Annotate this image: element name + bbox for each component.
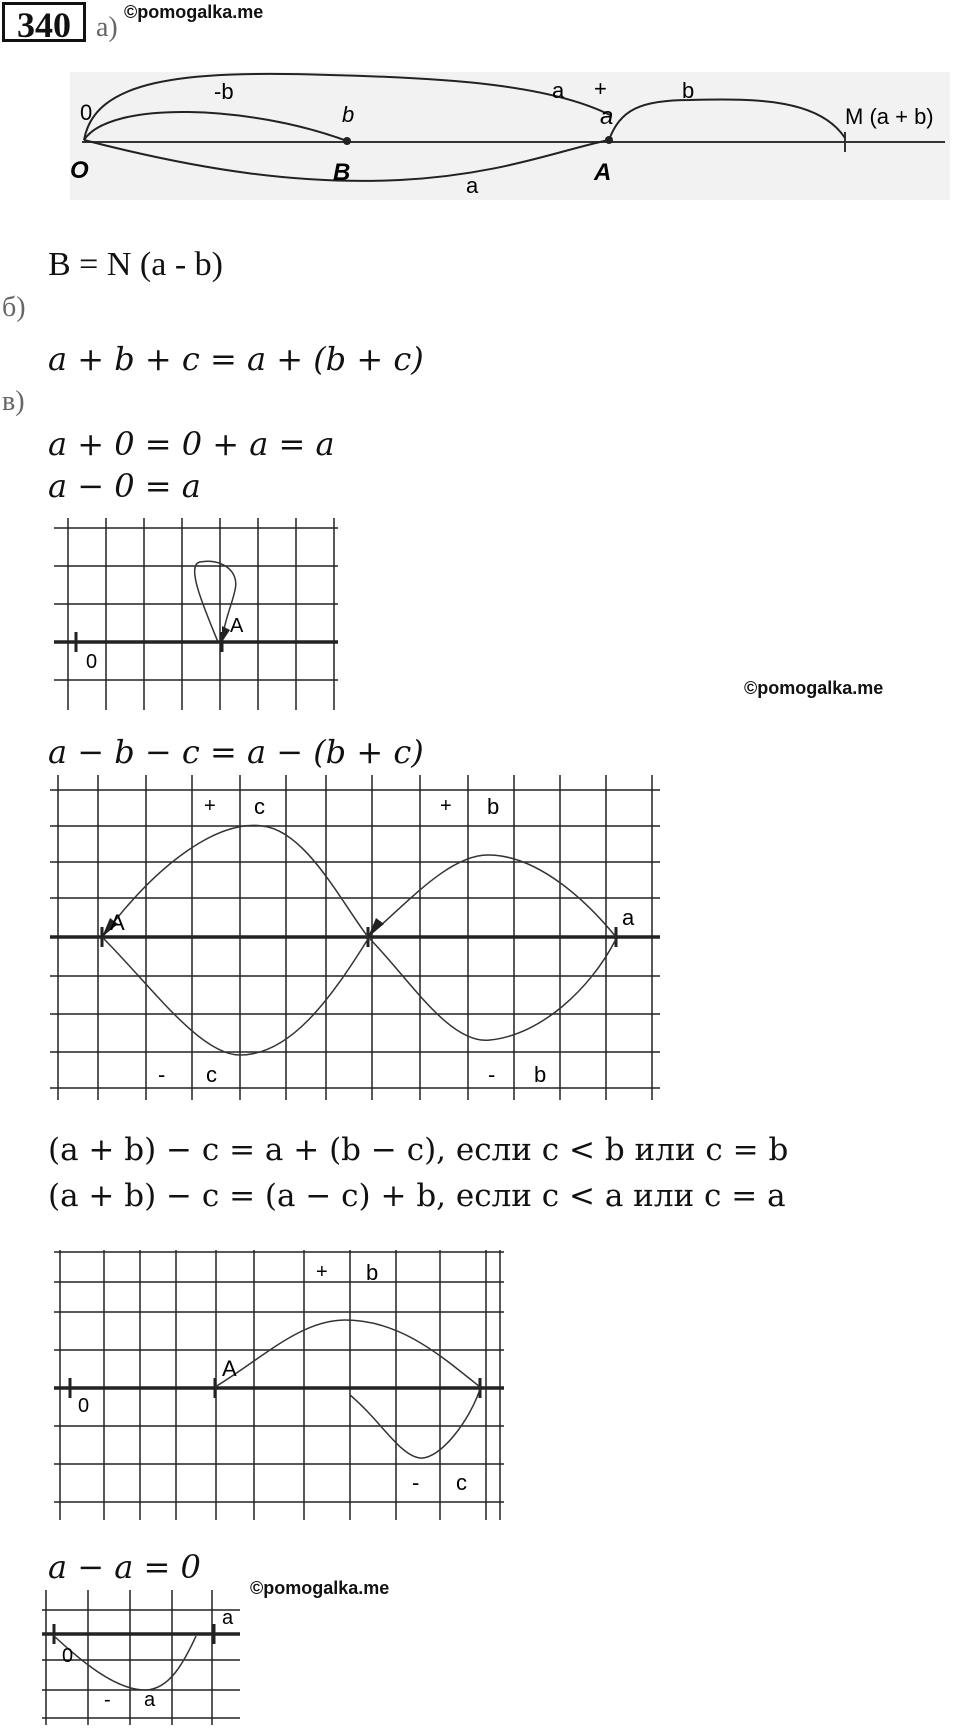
- label-point-A: A: [594, 159, 612, 186]
- rule-2: (a + b) − c = (a − c) + b, если c < a или c = a: [48, 1178, 786, 1214]
- grid-2-b-top: b: [487, 794, 500, 819]
- problem-number: 340: [2, 2, 86, 42]
- equation-self-sub: a − a = 0: [48, 1548, 201, 1586]
- grid-2-minus-2: -: [488, 1062, 496, 1087]
- grid-2-a-label: a: [622, 905, 635, 930]
- watermark-bottom: ©pomogalka.me: [250, 1578, 390, 1598]
- grid-3-A-label: A: [222, 1356, 237, 1381]
- watermark-top: ©pomogalka.me: [124, 2, 264, 22]
- grid-1-A-label: A: [230, 615, 244, 637]
- grid-4-a-label: a: [222, 1607, 234, 1629]
- grid-4-a-bottom: a: [144, 1689, 156, 1711]
- label-origin-zero: 0: [80, 100, 93, 125]
- grid-1-zero-label: 0: [86, 651, 98, 673]
- label-point-B: B: [333, 159, 351, 186]
- equation-sub-sum: a − b − c = a − (b + c): [48, 733, 424, 771]
- grid-2-b-bottom: b: [534, 1062, 547, 1087]
- watermark-middle: ©pomogalka.me: [744, 678, 884, 698]
- grid-4-arc-minus-a: [54, 1636, 196, 1690]
- grid-3-b-label: b: [366, 1260, 379, 1285]
- grid-2-plus-2: +: [440, 795, 452, 817]
- equation-b-eq: B = N (a - b): [48, 246, 223, 283]
- label-a-top: a: [552, 78, 565, 103]
- label-plus: +: [594, 76, 607, 101]
- grid-2-c-bottom: c: [206, 1062, 217, 1087]
- grid-2-plus-1: +: [204, 795, 216, 817]
- grid-3-minus: -: [412, 1470, 420, 1495]
- label-minus-b: -b: [214, 79, 234, 104]
- label-b-right: b: [682, 78, 695, 103]
- grid-3-plus: +: [316, 1261, 328, 1283]
- part-v-label: в): [2, 386, 25, 417]
- grid-3-c-label: c: [456, 1470, 467, 1495]
- grid-4-zero-label: 0: [62, 1645, 74, 1667]
- part-a-label: а): [96, 12, 118, 43]
- label-a-bottom: a: [466, 173, 479, 198]
- grid-3-zero-label: 0: [78, 1395, 90, 1417]
- part-b-label: б): [2, 292, 26, 323]
- grid-2-A-label: A: [110, 910, 125, 935]
- label-b-top: b: [342, 102, 355, 127]
- rule-1: (a + b) − c = a + (b − c), если c < b или c = b: [48, 1132, 789, 1168]
- label-point-O: O: [70, 157, 89, 184]
- label-M: M (a + b): [845, 104, 934, 129]
- grid-4-minus: -: [104, 1689, 111, 1711]
- grid-2-c-top: c: [254, 794, 265, 819]
- label-a-italic: a: [600, 103, 614, 130]
- equation-associative: a + b + c = a + (b + c): [48, 340, 424, 378]
- equation-zero-sub: a − 0 = a: [48, 467, 201, 505]
- equation-zero-add: a + 0 = 0 + a = a: [48, 425, 335, 463]
- grid-2-minus-1: -: [158, 1062, 166, 1087]
